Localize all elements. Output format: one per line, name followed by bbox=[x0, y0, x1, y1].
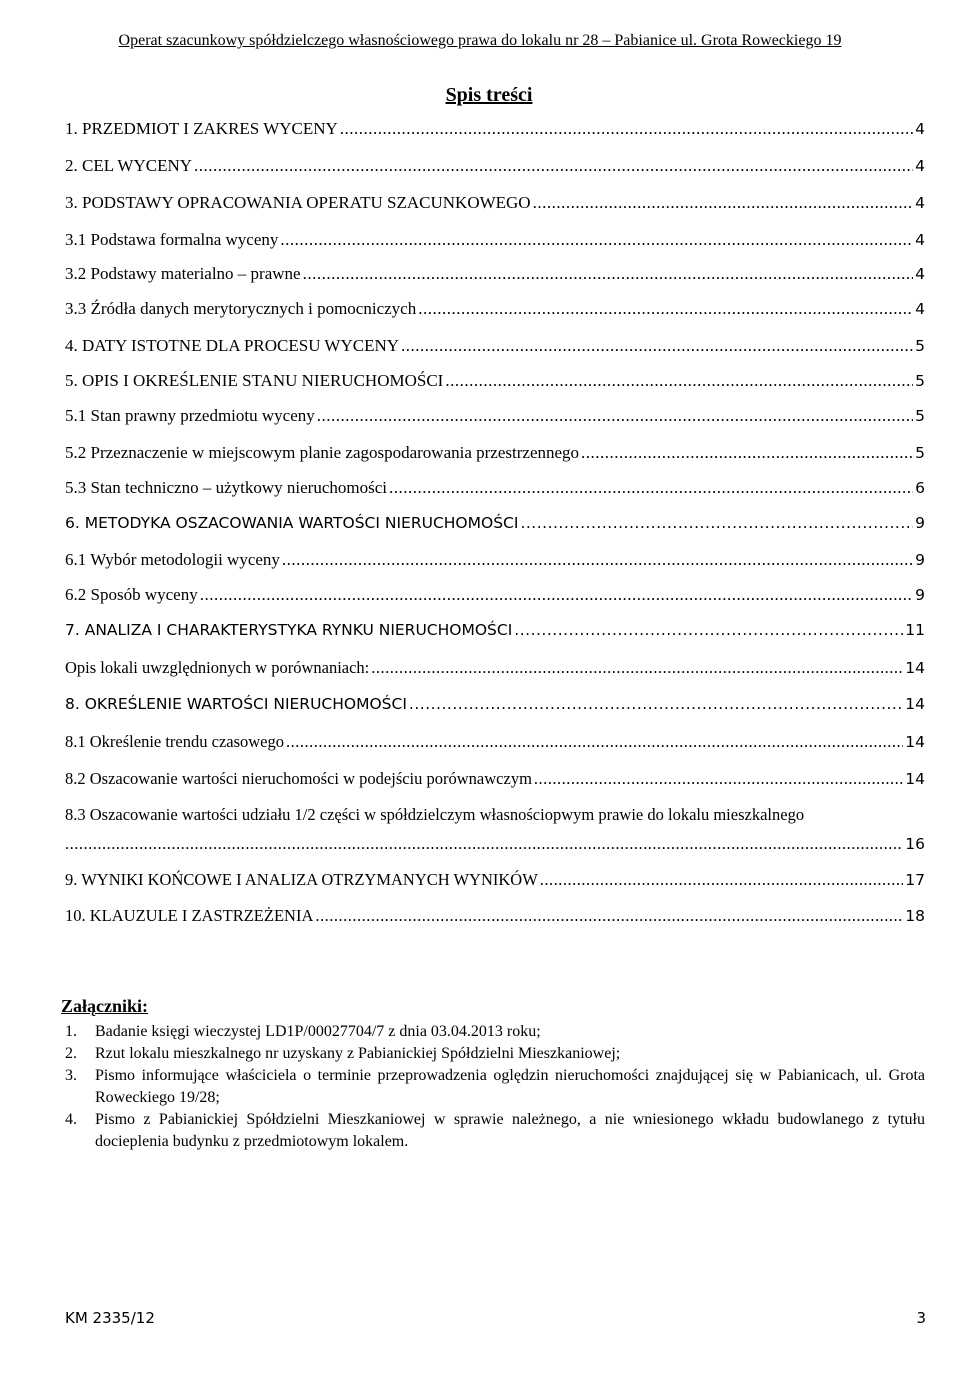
toc-entry-page: 4 bbox=[915, 120, 925, 138]
toc-entry[interactable] bbox=[65, 805, 925, 854]
toc-entry-label: 7. ANALIZA I CHARAKTERYSTYKA RYNKU NIERUCHOMOŚCI bbox=[65, 621, 513, 639]
toc-dot-leader bbox=[418, 299, 913, 319]
attachment-number: 1. bbox=[65, 1023, 77, 1040]
page-header: Operat szacunkowy spółdzielczego własnościowego prawa do lokalu nr 28 – Pabianice ul. Grota Roweckiego 19 bbox=[118, 32, 842, 49]
attachment-text: Pismo informujące właściciela o terminie przeprowadzenia oględzin nieruchomości znajdującej się w Pabianicach, ul. Grota Roweckiego 19/28; bbox=[95, 1067, 925, 1106]
toc-entry[interactable] bbox=[65, 406, 925, 426]
toc-title bbox=[0, 84, 960, 107]
toc-entry-page: 9 bbox=[915, 551, 925, 569]
toc-dot-leader bbox=[65, 834, 903, 854]
toc-entry-label: 1. PRZEDMIOT I ZAKRES WYCENY bbox=[65, 119, 338, 138]
toc-dot-leader bbox=[194, 156, 913, 176]
attachment-number: 2. bbox=[65, 1045, 77, 1062]
toc-entry-page: 5 bbox=[915, 407, 925, 425]
toc-entry-label: 9. WYNIKI KOŃCOWE I ANALIZA OTRZYMANYCH WYNIKÓW bbox=[65, 870, 538, 889]
toc-entry-label: 8.3 Oszacowanie wartości udziału 1/2 części w spółdzielczym własnościopwym prawie do lokalu mieszkalnego bbox=[65, 805, 805, 824]
attachments-title: Załączniki: bbox=[61, 996, 149, 1016]
toc-entry-page: 14 bbox=[905, 659, 925, 677]
toc-entry-label: 3. PODSTAWY OPRACOWANIA OPERATU SZACUNKOWEGO bbox=[65, 193, 531, 212]
toc-entry-page: 4 bbox=[915, 231, 925, 249]
toc-entry-page: 14 bbox=[905, 770, 925, 788]
toc-entry-label: 5.1 Stan prawny przedmiotu wyceny bbox=[65, 406, 315, 425]
toc-entry-page: 18 bbox=[905, 907, 925, 925]
toc-entry-label: 6. METODYKA OSZACOWANIA WARTOŚCI NIERUCHOMOŚCI bbox=[65, 514, 519, 532]
toc-title-text: Spis treści bbox=[445, 84, 533, 106]
attachment-text: Rzut lokalu mieszkalnego nr uzyskany z Pabianickiej Spółdzielni Mieszkaniowej; bbox=[95, 1045, 621, 1062]
toc-entry[interactable] bbox=[65, 264, 925, 284]
toc-dot-leader bbox=[282, 550, 913, 570]
attachment-number: 3. bbox=[65, 1067, 77, 1084]
footer-page-number: 3 bbox=[916, 1309, 926, 1327]
toc-entry-page: 4 bbox=[915, 157, 925, 175]
toc-entry-label: 8.2 Oszacowanie wartości nieruchomości w podejściu porównawczym bbox=[65, 769, 532, 788]
toc-entry[interactable] bbox=[65, 336, 925, 356]
toc-entry-label: Opis lokali uwzględnionych w porównaniach: bbox=[65, 658, 370, 677]
toc-dot-leader bbox=[389, 478, 913, 498]
toc-entry[interactable] bbox=[65, 906, 925, 926]
toc-dot-leader bbox=[514, 621, 903, 639]
toc-entry-page: 5 bbox=[915, 337, 925, 355]
toc-entry-label: 8. OKREŚLENIE WARTOŚCI NIERUCHOMOŚCI bbox=[65, 695, 407, 713]
toc-entry[interactable] bbox=[65, 621, 925, 639]
toc-entry[interactable] bbox=[65, 658, 925, 678]
toc-entry[interactable] bbox=[65, 299, 925, 319]
attachment-item bbox=[55, 1021, 925, 1043]
toc-entry-page: 4 bbox=[915, 265, 925, 283]
toc-entry-page: 16 bbox=[905, 835, 925, 853]
toc-entry-page: 6 bbox=[915, 479, 925, 497]
toc-dot-leader bbox=[520, 514, 913, 532]
attachment-item bbox=[55, 1043, 925, 1065]
attachment-item bbox=[55, 1109, 925, 1153]
toc-entry-page: 9 bbox=[915, 586, 925, 604]
attachment-text: Badanie księgi wieczystej LD1P/00027704/7 z dnia 03.04.2013 roku; bbox=[95, 1023, 541, 1040]
toc-entry[interactable] bbox=[65, 695, 925, 713]
toc-entry-label: 3.3 Źródła danych merytorycznych i pomocniczych bbox=[65, 299, 417, 318]
toc-entry-label: 6.1 Wybór metodologii wyceny bbox=[65, 550, 280, 569]
toc-entry-page: 11 bbox=[905, 621, 925, 639]
toc-dot-leader bbox=[340, 119, 913, 139]
toc-entry-label: 10. KLAUZULE I ZASTRZEŻENIA bbox=[65, 906, 314, 925]
toc-dot-leader bbox=[445, 371, 913, 391]
attachments-list bbox=[55, 1021, 925, 1153]
toc-entry[interactable] bbox=[65, 514, 925, 532]
toc-entry[interactable] bbox=[65, 732, 925, 752]
toc-dot-leader bbox=[303, 264, 914, 284]
toc-entry-label: 5. OPIS I OKREŚLENIE STANU NIERUCHOMOŚCI bbox=[65, 371, 444, 390]
toc-entry-page: 5 bbox=[915, 372, 925, 390]
toc-entry[interactable] bbox=[65, 119, 925, 139]
toc-dot-leader bbox=[533, 193, 914, 213]
footer-document-number: KM 2335/12 bbox=[65, 1309, 155, 1327]
toc-entry-page: 5 bbox=[915, 444, 925, 462]
toc-entry[interactable] bbox=[65, 585, 925, 605]
toc-dot-leader bbox=[540, 870, 903, 890]
toc-dot-leader bbox=[315, 906, 903, 926]
toc-dot-leader bbox=[401, 336, 913, 356]
toc-entry-page: 14 bbox=[905, 695, 925, 713]
toc-entry-label: 3.2 Podstawy materialno – prawne bbox=[65, 264, 301, 283]
attachment-text: Pismo z Pabianickiej Spółdzielni Mieszkaniowej w sprawie należnego, a nie wniesionego wkładu budowlanego z tytułu docieplenia budynku z przedmiotowym lokalem. bbox=[95, 1111, 925, 1150]
toc-dot-leader bbox=[581, 443, 913, 463]
toc-entry[interactable] bbox=[65, 550, 925, 570]
toc-entry[interactable] bbox=[65, 156, 925, 176]
toc-dot-leader bbox=[200, 585, 913, 605]
toc-entry[interactable] bbox=[65, 870, 925, 890]
toc-dot-leader bbox=[286, 732, 903, 752]
toc-dot-leader bbox=[534, 769, 903, 789]
toc-entry-page: 14 bbox=[905, 733, 925, 751]
toc-entry-page: 4 bbox=[915, 300, 925, 318]
toc-entry[interactable] bbox=[65, 478, 925, 498]
attachment-number: 4. bbox=[65, 1111, 77, 1128]
toc-entry[interactable] bbox=[65, 371, 925, 391]
toc-entry-page: 17 bbox=[905, 871, 925, 889]
toc-dot-leader bbox=[371, 658, 903, 678]
toc-dot-leader bbox=[280, 230, 913, 250]
toc-entry[interactable] bbox=[65, 769, 925, 789]
toc-entry-page: 9 bbox=[915, 514, 925, 532]
toc-entry-label: 5.2 Przeznaczenie w miejscowym planie zagospodarowania przestrzennego bbox=[65, 443, 580, 462]
toc-dot-leader bbox=[409, 695, 903, 713]
toc-entry[interactable] bbox=[65, 193, 925, 213]
toc-entry-label: 3.1 Podstawa formalna wyceny bbox=[65, 230, 279, 249]
toc-dot-leader bbox=[317, 406, 913, 426]
toc-entry[interactable] bbox=[65, 443, 925, 463]
toc-entry-page: 4 bbox=[915, 194, 925, 212]
toc-entry[interactable] bbox=[65, 230, 925, 250]
toc-entry-label: 5.3 Stan techniczno – użytkowy nieruchomości bbox=[65, 478, 387, 497]
toc-entry-label: 6.2 Sposób wyceny bbox=[65, 585, 198, 604]
toc-entry-label: 8.1 Określenie trendu czasowego bbox=[65, 732, 285, 751]
attachment-item bbox=[55, 1065, 925, 1109]
toc-entry-label: 2. CEL WYCENY bbox=[65, 156, 193, 175]
toc-entry-label: 4. DATY ISTOTNE DLA PROCESU WYCENY bbox=[65, 336, 400, 355]
